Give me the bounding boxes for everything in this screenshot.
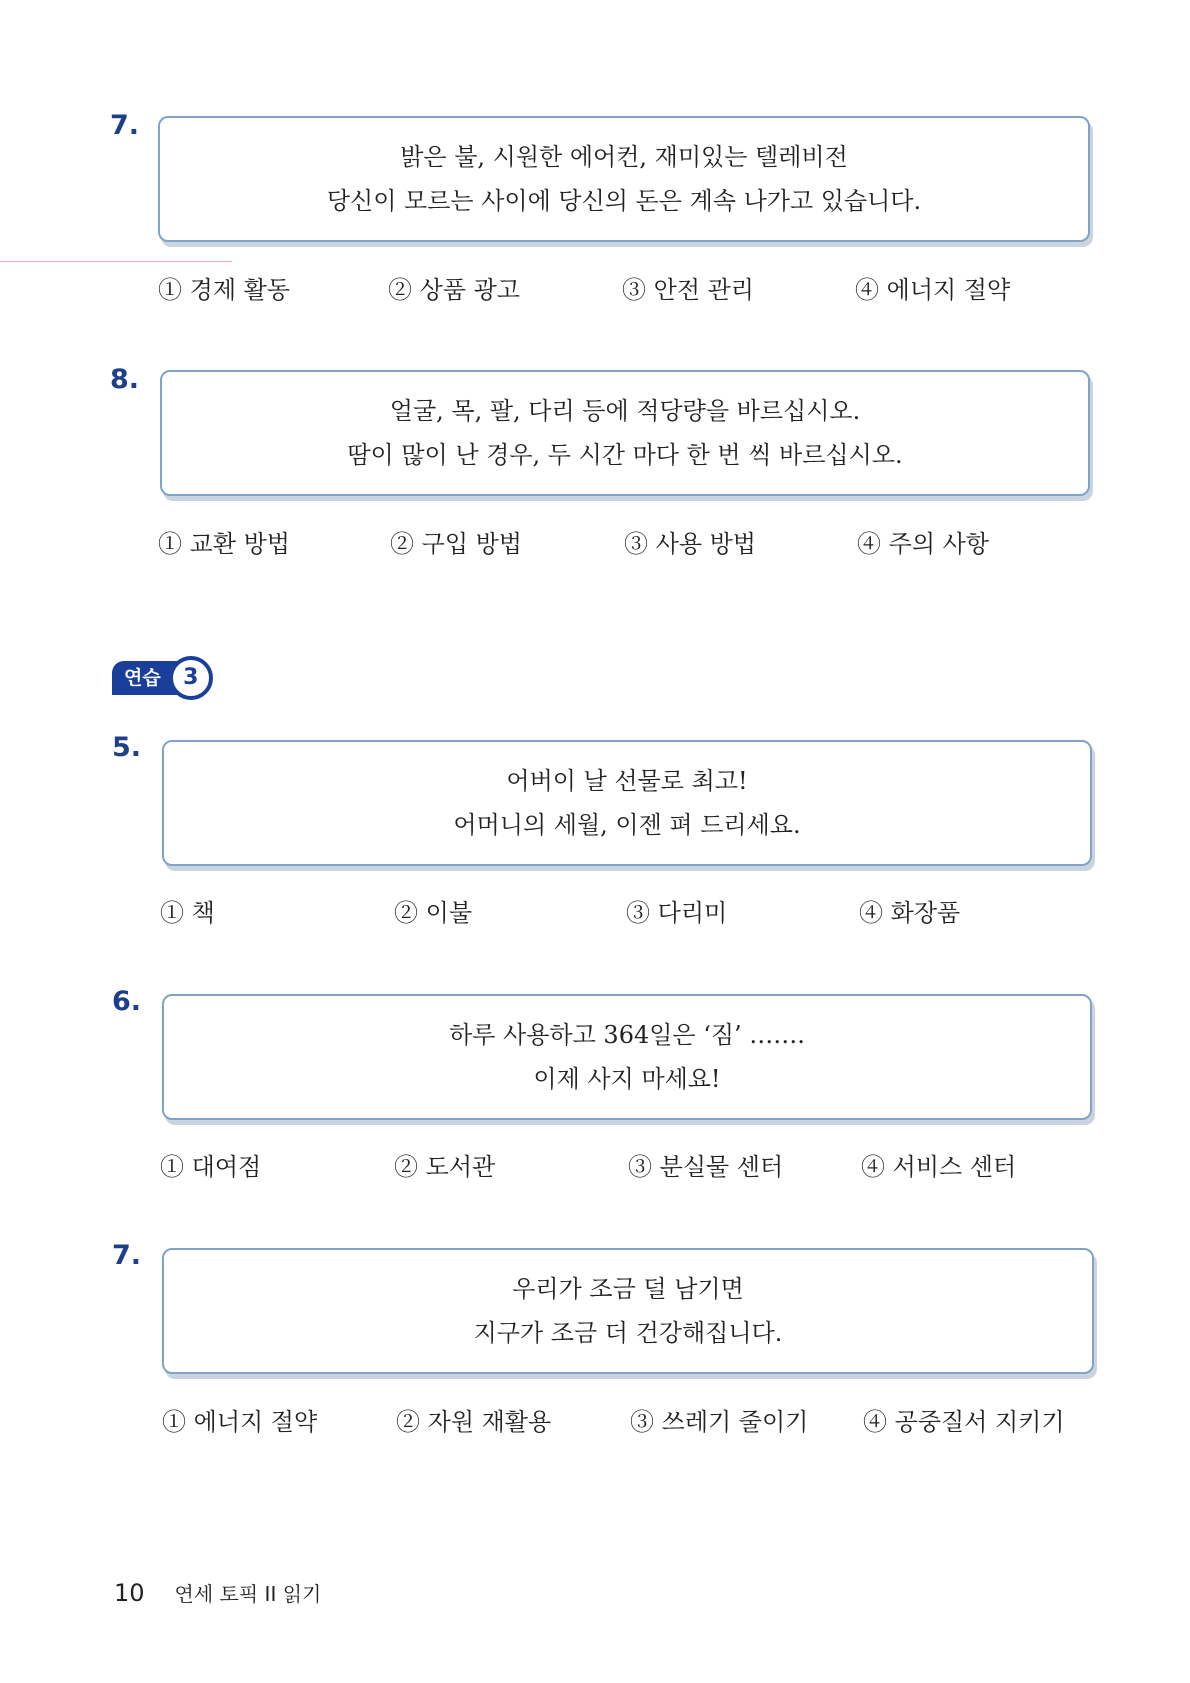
choice-2[interactable]: ② 이불 bbox=[394, 899, 472, 927]
passage-line: 하루 사용하고 364일은 ‘짐’ ……. bbox=[449, 1021, 805, 1049]
practice-section-header bbox=[112, 658, 213, 698]
question-number: 5. bbox=[112, 732, 142, 763]
choice-3[interactable]: ③ 사용 방법 bbox=[624, 530, 756, 558]
page-number: 10 bbox=[114, 1579, 145, 1607]
passage-line: 우리가 조금 덜 남기면 bbox=[512, 1275, 744, 1303]
passage-line: 어버이 날 선물로 최고! bbox=[506, 767, 748, 795]
choice-2[interactable]: ② 자원 재활용 bbox=[396, 1408, 552, 1436]
passage-line: 당신이 모르는 사이에 당신의 돈은 계속 나가고 있습니다. bbox=[326, 187, 922, 215]
choice-3[interactable]: ③ 분실물 센터 bbox=[628, 1153, 784, 1181]
choice-4[interactable]: ④ 화장품 bbox=[859, 899, 961, 927]
choice-4[interactable]: ④ 주의 사항 bbox=[857, 530, 989, 558]
question-number: 7. bbox=[112, 1240, 142, 1271]
passage-box bbox=[162, 740, 1092, 866]
choice-3[interactable]: ③ 다리미 bbox=[626, 899, 728, 927]
choice-1[interactable]: ① 경제 활동 bbox=[158, 276, 290, 304]
question-number: 8. bbox=[110, 364, 140, 395]
margin-line bbox=[0, 261, 232, 262]
choice-1[interactable]: ① 교환 방법 bbox=[158, 530, 290, 558]
choice-1[interactable]: ① 책 bbox=[160, 899, 215, 927]
choice-2[interactable]: ② 상품 광고 bbox=[388, 276, 520, 304]
passage-box bbox=[162, 994, 1092, 1120]
passage-line: 땀이 많이 난 경우, 두 시간 마다 한 번 씩 바르십시오. bbox=[347, 441, 903, 469]
choice-3[interactable]: ③ 안전 관리 bbox=[622, 276, 754, 304]
passage-box bbox=[160, 370, 1090, 496]
question-number: 7. bbox=[110, 110, 140, 141]
choice-3[interactable]: ③ 쓰레기 줄이기 bbox=[630, 1408, 809, 1436]
practice-number: 3 bbox=[169, 656, 213, 700]
passage-line: 지구가 조금 더 건강해집니다. bbox=[473, 1319, 783, 1347]
choice-4[interactable]: ④ 서비스 센터 bbox=[861, 1153, 1017, 1181]
question-number: 6. bbox=[112, 986, 142, 1017]
choice-4[interactable]: ④ 공중질서 지키기 bbox=[863, 1408, 1065, 1436]
book-title: 연세 토픽 II 읽기 bbox=[174, 1582, 322, 1606]
passage-line: 이제 사지 마세요! bbox=[533, 1065, 721, 1093]
passage-line: 어머니의 세월, 이젠 펴 드리세요. bbox=[453, 811, 801, 839]
choice-2[interactable]: ② 구입 방법 bbox=[390, 530, 522, 558]
passage-line: 얼굴, 목, 팔, 다리 등에 적당량을 바르십시오. bbox=[389, 397, 861, 425]
page-footer bbox=[114, 1578, 321, 1607]
choice-4[interactable]: ④ 에너지 절약 bbox=[855, 276, 1011, 304]
practice-label: 연습 bbox=[112, 661, 191, 695]
choice-2[interactable]: ② 도서관 bbox=[394, 1153, 496, 1181]
choice-1[interactable]: ① 대여점 bbox=[160, 1153, 262, 1181]
passage-box bbox=[162, 1248, 1094, 1374]
choice-1[interactable]: ① 에너지 절약 bbox=[162, 1408, 318, 1436]
passage-box bbox=[158, 116, 1090, 242]
passage-line: 밝은 불, 시원한 에어컨, 재미있는 텔레비전 bbox=[400, 143, 848, 171]
